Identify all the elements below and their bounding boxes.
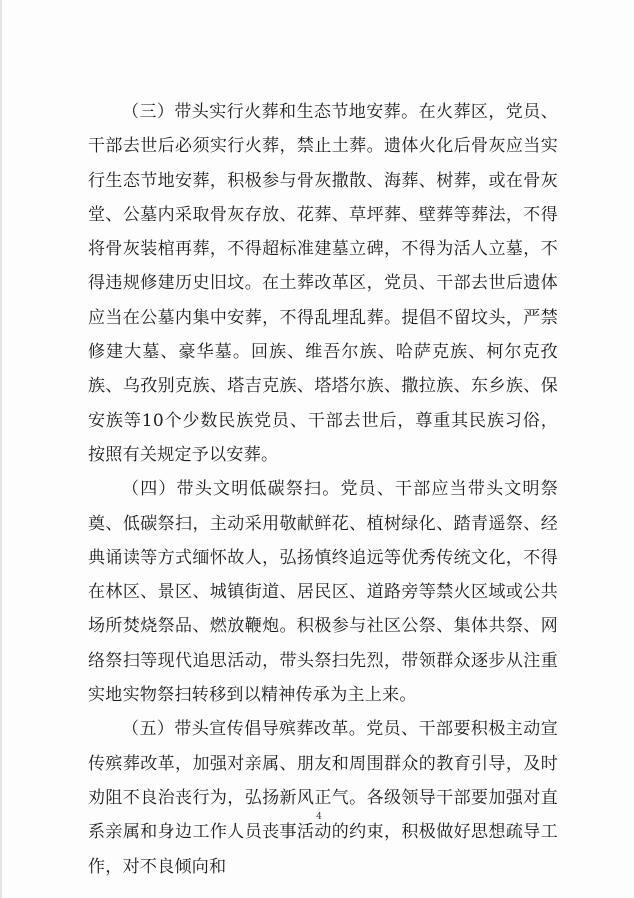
paragraph-tomb-sweeping: （四）带头文明低碳祭扫。党员、干部应当带头文明祭奠、低碳祭扫，主动采用敬献鲜花、植树绿化、踏青遥祭、经典诵读等方式缅怀故人，弘扬慎终追远等优秀传统文化，不得在林区、景区、城镇街道、居民区、道路旁等禁火区域或公共场所焚烧祭品、燃放鞭炮。积极参与社区公祭、集体共祭、网络祭扫等现代追思活动，带头祭扫先烈，带领群众逐步从注重实地实物祭扫转移到以精神传承为主上来。 [88,479,558,706]
paragraph-cremation: （三）带头实行火葬和生态节地安葬。在火葬区，党员、干部去世后必须实行火葬，禁止土葬。遗体火化后骨灰应当实行生态节地安葬，积极参与骨灰撒散、海葬、树葬，或在骨灰堂、公墓内采取骨灰存放、花葬、草坪葬、壁葬等葬法，不得将骨灰装棺再葬，不得超标准建墓立碑，不得为活人立墓，不得违规修建历史旧坟。在土葬改革区，党员、干部去世后遗体应当在公墓内集中安葬，不得乱埋乱葬。提倡不留坟头，严禁修建大墓、豪华墓。回族、维吾尔族、哈萨克族、柯尔克孜族、乌孜别克族、塔吉克族、塔塔尔族、撒拉族、东乡族、保安族等10个少数民族党员、干部去世后，尊重其民族习俗，按照有关规定予以安葬。 [88,102,558,465]
page-number: 4 [316,812,322,822]
body-text [88,95,558,884]
paragraph-funeral-reform: （五）带头宣传倡导殡葬改革。党员、干部要积极主动宣传殡葬改革，加强对亲属、朋友和周围群众的教育引导，及时劝阻不良治丧行为，弘扬新风正气。各级领导干部要加强对直系亲属和身边工作人员丧事活动的约束，积极做好思想疏导工作，对不良倾向和 [88,719,558,877]
